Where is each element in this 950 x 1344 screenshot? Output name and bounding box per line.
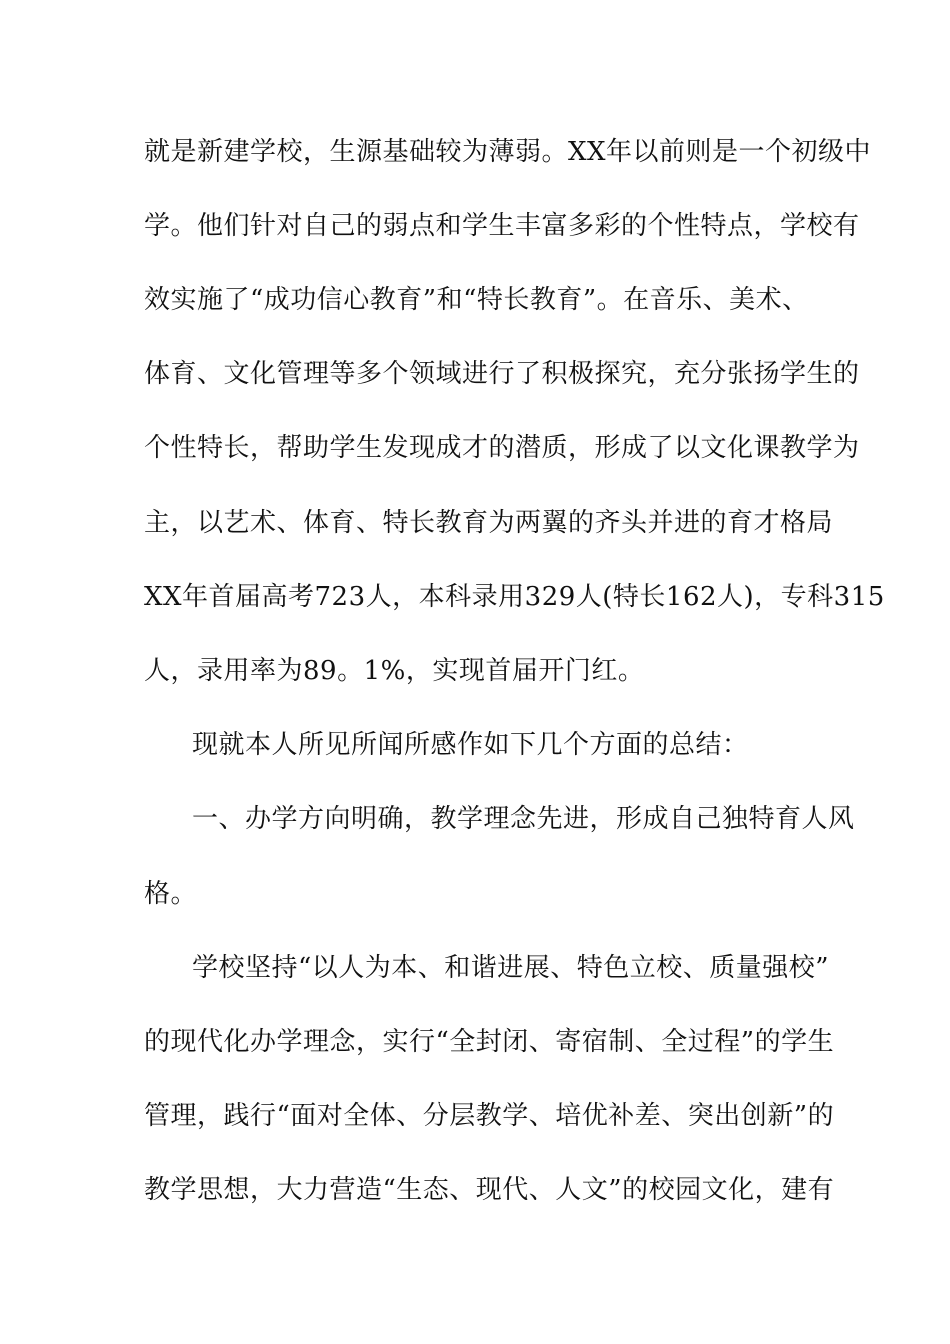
text-line: 效实施了“成功信心教育”和“特长教育”。在音乐、美术、 bbox=[144, 285, 809, 315]
text-line: 学。他们针对自己的弱点和学生丰富多彩的个性特点，学校有 bbox=[144, 211, 860, 241]
section-heading: 一、办学方向明确，教学理念先进，形成自己独特育人风 bbox=[192, 804, 855, 834]
text-line: 管理，践行“面对全体、分层教学、培优补差、突出创新”的 bbox=[144, 1101, 835, 1131]
text-line: 人，录用率为89。1%，实现首届开门红。 bbox=[144, 656, 645, 686]
text-line: 主，以艺术、体育、特长教育为两翼的齐头并进的育才格局 bbox=[144, 508, 834, 538]
paragraph-first-line: 现就本人所见所闻所感作如下几个方面的总结： bbox=[192, 730, 749, 760]
paragraph-first-line: 学校坚持“以人为本、和谐进展、特色立校、质量强校” bbox=[192, 953, 830, 983]
text-line: XX年首届高考723人，本科录用329人(特长162人)，专科315 bbox=[144, 582, 885, 612]
text-line: 体育、文化管理等多个领域进行了积极探究，充分张扬学生的 bbox=[144, 359, 860, 389]
text-line: 格。 bbox=[144, 879, 198, 909]
text-line: 教学思想，大力营造“生态、现代、人文”的校园文化，建有 bbox=[144, 1175, 835, 1205]
text-line: 就是新建学校，生源基础较为薄弱。XX年以前则是一个初级中 bbox=[144, 137, 872, 167]
text-line: 个性特长，帮助学生发现成才的潜质，形成了以文化课教学为 bbox=[144, 433, 860, 463]
text-line: 的现代化办学理念，实行“全封闭、寄宿制、全过程”的学生 bbox=[144, 1027, 835, 1057]
